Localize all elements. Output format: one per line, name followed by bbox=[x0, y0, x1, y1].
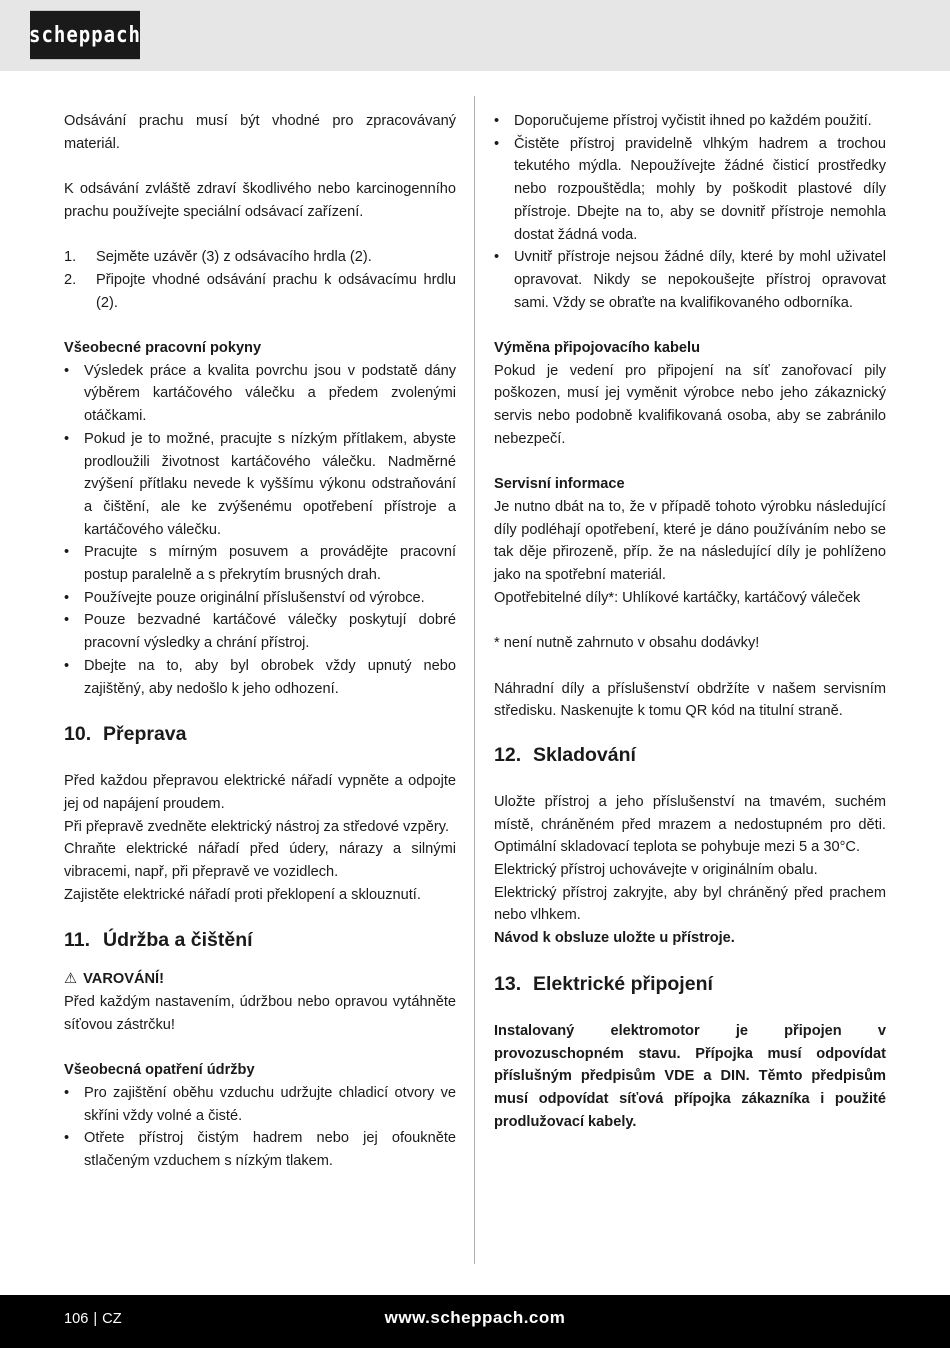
list-item: • Dbejte na to, aby byl obrobek vždy upnutý nebo zajištěný, aby nedošlo k jeho odhození. bbox=[64, 655, 456, 700]
scheppach-logo: scheppach bbox=[30, 11, 140, 59]
left-column bbox=[64, 110, 456, 1173]
cable-text: Pokud je vedení pro připojení na síť zanořovací pily poškozen, musí jej vyměnit výrobce nebo jeho zákaznický servis nebo podobně kvalifikovaná osoba, aby se zabránilo nebezpečí. bbox=[494, 362, 886, 447]
step-text: Sejměte uzávěr (3) z odsávacího hrdla (2). bbox=[96, 249, 372, 266]
list-item: • Pracujte s mírným posuvem a provádějte pracovní postup paralelně a s překrytím brusných drah. bbox=[64, 541, 456, 586]
maintenance-list bbox=[64, 1082, 456, 1173]
transport-line: Před každou přepravou elektrické nářadí vypněte a odpojte jej od napájení proudem. bbox=[64, 773, 456, 812]
storage-line: Elektrický přístroj uchovávejte v originálním obalu. bbox=[494, 862, 818, 879]
list-item: • Výsledek práce a kvalita povrchu jsou v podstatě dány výběrem kartáčového válečku a předem zvolenými otáčkami. bbox=[64, 360, 456, 428]
step-text: Připojte vhodné odsávání prachu k odsávacímu hrdlu (2). bbox=[96, 271, 456, 311]
list-item bbox=[64, 269, 456, 314]
extraction-steps bbox=[64, 246, 456, 314]
page-number: 106 bbox=[64, 1311, 89, 1327]
section-heading-electrical bbox=[494, 970, 886, 998]
section-heading-storage bbox=[494, 741, 886, 769]
section-heading-transport bbox=[64, 720, 456, 748]
list-item: • Čistěte přístroj pravidelně vlhkým hadrem a trochou tekutého mýdla. Nepoužívejte žádné čisticí prostředky nebo rozpouštědla; mohly by poškodit plastové díly přístroje. Dbejte na to, aby se dovnitř přístroje nemohla dostat žádná voda. bbox=[494, 133, 886, 247]
list-item: • Doporučujeme přístroj vyčistit ihned po každém použití. bbox=[494, 110, 886, 133]
storage-line: Uložte přístroj a jeho příslušenství na tmavém, suchém místě, chráněném před mrazem a nedostupném pro děti. Optimální skladovací teplota se pohybuje mezi 5 a 30°C. bbox=[494, 793, 886, 856]
list-item: • Používejte pouze originální příslušenství od výrobce. bbox=[64, 587, 456, 610]
list-item bbox=[64, 246, 456, 269]
electrical-text: Instalovaný elektromotor je připojen v provozuschopném stavu. Přípojka musí odpovídat příslušným předpisům VDE a DIN. Těmto předpisům musí odpovídat síťová přípojka zákazníka i použité prodlužovací kabely. bbox=[494, 1022, 886, 1130]
website-link[interactable]: www.scheppach.com bbox=[384, 1308, 566, 1327]
subheading-general-maintenance: Všeobecná opatření údržby bbox=[64, 1062, 255, 1079]
footnote-text: * není nutně zahrnuto v obsahu dodávky! bbox=[494, 635, 760, 652]
paragraph-carcinogenic-dust: K odsávání zvláště zdraví škodlivého nebo karcinogenního prachu používejte speciální odsávací zařízení. bbox=[64, 181, 456, 220]
subheading-service-info: Servisní informace bbox=[494, 476, 625, 493]
spare-parts-text: Náhradní díly a příslušenství obdržíte v našem servisním středisku. Naskenujte k tomu QR kód na titulní straně. bbox=[494, 680, 886, 720]
transport-line: Při přepravě zvedněte elektrický nástroj za středové vzpěry. bbox=[64, 818, 450, 835]
page-footer bbox=[0, 1295, 950, 1348]
list-item: • Pro zajištění oběhu vzduchu udržujte chladicí otvory ve skříni vždy volné a čisté. bbox=[64, 1082, 456, 1127]
list-item: • Uvnitř přístroje nejsou žádné díly, které by mohl uživatel opravovat. Nikdy se nepokoušejte přístroj opravovat sami. Vždy se obraťte na kvalifikovaného odborníka. bbox=[494, 246, 886, 314]
section-number: 13. bbox=[494, 972, 522, 995]
subheading-general-instructions: Všeobecné pracovní pokyny bbox=[64, 339, 262, 356]
service-text: Je nutno dbát na to, že v případě tohoto výrobku následující díly podléhají opotřebení, které je dáno používáním nebo se tak děje přirozeně, příp. že na následující díly je pohlíženo jako na spotřební materiál. bbox=[494, 498, 886, 584]
step-number: 2. bbox=[64, 271, 77, 288]
transport-line: Zajistěte elektrické nářadí proti překlopení a sklouznutí. bbox=[64, 886, 421, 903]
section-heading-maintenance bbox=[64, 926, 456, 954]
section-title: Elektrické připojení bbox=[533, 972, 713, 995]
warning-label: VAROVÁNÍ! bbox=[83, 971, 164, 988]
section-number: 11. bbox=[64, 929, 91, 952]
section-title: Přeprava bbox=[103, 723, 187, 746]
transport-line: Chraňte elektrické nářadí před údery, nárazy a silnými vibracemi, např, při přepravě ve vozidlech. bbox=[64, 841, 456, 881]
storage-bold-line: Návod k obsluze uložte u přístroje. bbox=[494, 930, 735, 947]
section-number: 10. bbox=[64, 723, 92, 746]
page-header bbox=[0, 0, 950, 71]
list-item: • Pouze bezvadné kartáčové válečky poskytují dobré pracovní výsledky a chrání přístroj. bbox=[64, 609, 456, 654]
language-code: CZ bbox=[102, 1311, 122, 1327]
storage-line: Elektrický přístroj zakryjte, aby byl chráněný před prachem nebo vlhkem. bbox=[494, 884, 886, 924]
warning-triangle-icon: ⚠ bbox=[64, 971, 78, 988]
section-number: 12. bbox=[494, 743, 522, 766]
footer-separator: | bbox=[93, 1311, 98, 1327]
column-divider bbox=[474, 96, 475, 1264]
subheading-cable-replacement: Výměna připojovacího kabelu bbox=[494, 340, 700, 357]
section-title: Skladování bbox=[533, 743, 636, 766]
list-item: • Otřete přístroj čistým hadrem nebo jej ofoukněte stlačeným vzduchem s nízkým tlakem. bbox=[64, 1127, 456, 1172]
step-number: 1. bbox=[64, 249, 77, 266]
right-column bbox=[494, 110, 886, 1133]
paragraph-dust-extraction: Odsávání prachu musí být vhodné pro zpracovávaný materiál. bbox=[64, 113, 456, 152]
section-title: Údržba a čištění bbox=[103, 929, 253, 952]
warning-text: Před každým nastavením, údržbou nebo opravou vytáhněte síťovou zástrčku! bbox=[64, 994, 456, 1033]
care-list bbox=[494, 110, 886, 314]
general-instructions-list bbox=[64, 360, 456, 701]
warning-heading bbox=[64, 968, 456, 991]
list-item: • Pokud je to možné, pracujte s nízkým přítlakem, abyste prodloužili životnost kartáčového válečku. Nadměrné zvýšení přítlaku nevede k vyššímu výkonu odstraňování a čištění, ale ke zvýšenému opotřebení přístroje a kartáčového válečku. bbox=[64, 428, 456, 542]
wear-parts-text: Opotřebitelné díly*: Uhlíkové kartáčky, kartáčový váleček bbox=[494, 589, 861, 606]
